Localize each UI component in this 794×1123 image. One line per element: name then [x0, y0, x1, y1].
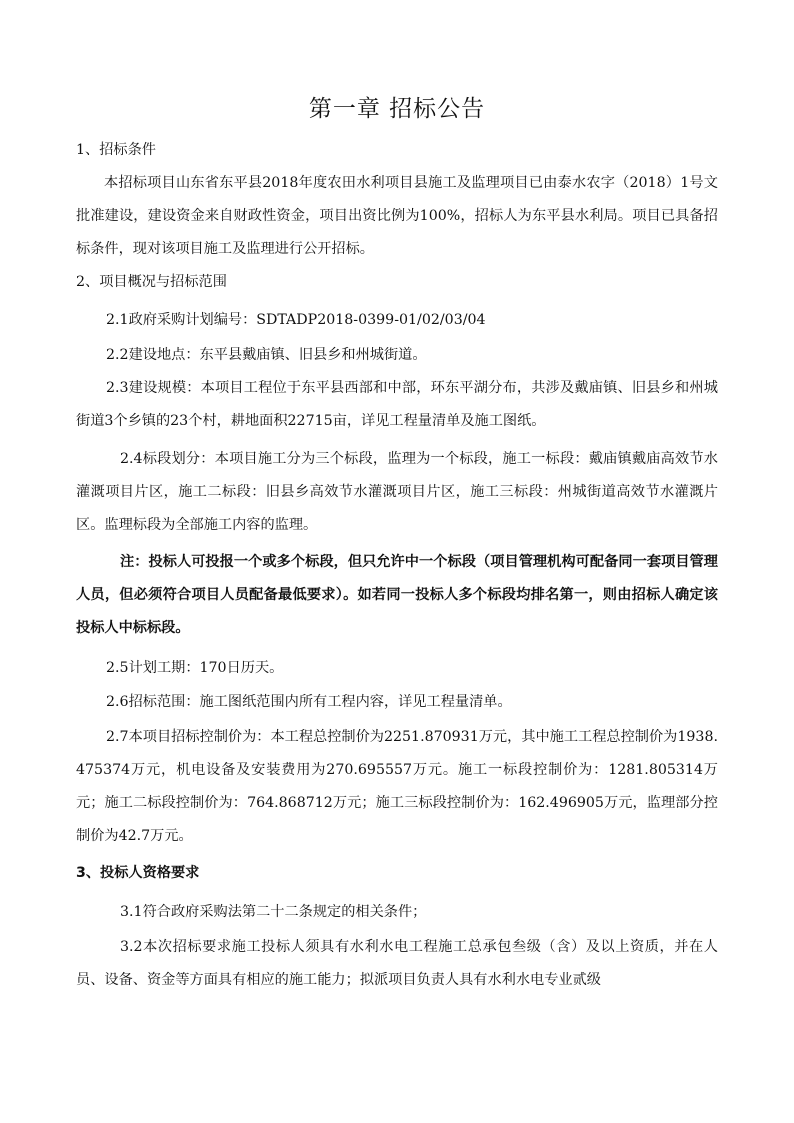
- section-1-paragraph: 本招标项目山东省东平县2018年度农田水利项目县施工及监理项目已由泰水农字（2018）1号文批准建设，建设资金来自财政性资金，项目出资比例为100%，招标人为东平县水利局。项目已具备招标条件，现对该项目施工及监理进行公开招标。: [76, 175, 718, 257]
- section-3-heading: 3、投标人资格要求: [76, 865, 200, 881]
- item-2-1: 2.1政府采购计划编号：SDTADP2018-0399-01/02/03/04: [106, 312, 486, 328]
- item-2-6: 2.6招标范围：施工图纸范围内所有工程内容，详见工程量清单。: [106, 694, 512, 710]
- item-3-1: 3.1符合政府采购法第二十二条规定的相关条件；: [120, 904, 427, 920]
- page-title: 第一章 招标公告: [308, 96, 486, 122]
- section-1-heading: 1、招标条件: [76, 142, 156, 158]
- item-2-5: 2.5计划工期：170日历天。: [106, 660, 284, 676]
- bid-note: 注：投标人可投报一个或多个标段，但只允许中一个标段（项目管理机构可配备同一套项目管理人员，但必须符合项目人员配备最低要求）。如若同一投标人多个标段均排名第一，则由招标人确定该投标人中标标段。: [76, 554, 718, 636]
- item-3-2: 3.2本次招标要求施工投标人须具有水利水电工程施工总承包叁级（含）及以上资质，并在人员、设备、资金等方面具有相应的施工能力；拟派项目负责人具有水利水电专业贰级: [76, 939, 718, 988]
- item-2-2: 2.2建设地点：东平县戴庙镇、旧县乡和州城街道。: [106, 347, 427, 363]
- section-2-heading: 2、项目概况与招标范围: [76, 274, 227, 290]
- item-2-4: 2.4标段划分：本项目施工分为三个标段，监理为一个标段，施工一标段：戴庙镇戴庙高效节水灌溉项目片区，施工二标段：旧县乡高效节水灌溉项目片区，施工三标段：州城街道高效节水灌溉片区。监理标段为全部施工内容的监理。: [76, 451, 718, 533]
- item-2-7: 2.7本项目招标控制价为：本工程总控制价为2251.870931万元，其中施工工程总控制价为1938.475374万元，机电设备及安装费用为270.695557万元。施工一标段控制价为：1281.805314万元；施工二标段控制价为：764.868712万元；施工三标段控制价为：162.496905万元，监理部分控制价为42.7万元。: [76, 729, 718, 844]
- item-2-3: 2.3建设规模：本项目工程位于东平县西部和中部，环东平湖分布，共涉及戴庙镇、旧县乡和州城街道3个乡镇的23个村，耕地面积22715亩，详见工程量清单及施工图纸。: [76, 380, 718, 429]
